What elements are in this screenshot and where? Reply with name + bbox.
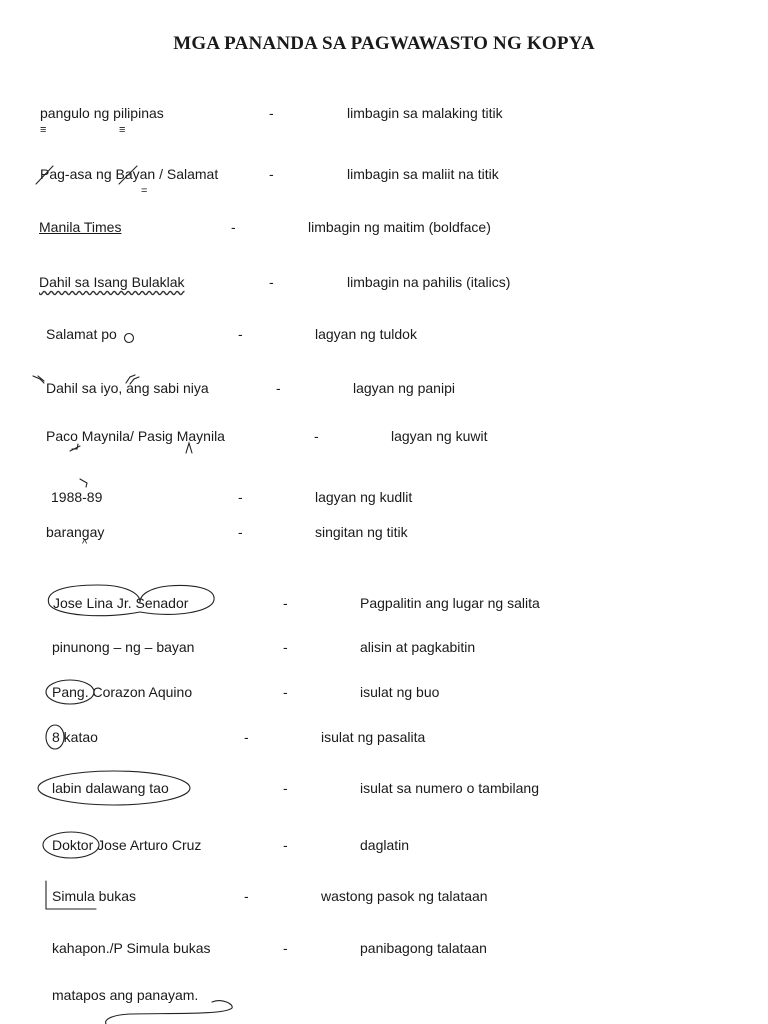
triple-underline-mark: ≡ — [40, 124, 47, 136]
example-text: Manila Times — [39, 219, 122, 235]
mark-meaning: limbagin sa maliit na titik — [347, 166, 499, 182]
mark-meaning: alisin at pagkabitin — [360, 639, 476, 655]
mark-meaning: limbagin ng maitim (boldface) — [308, 219, 491, 235]
double-underline-mark: = — [141, 185, 148, 197]
mark-meaning: isulat ng pasalita — [321, 729, 426, 745]
example-text: Doktor Jose Arturo Cruz — [52, 837, 202, 853]
separator-dash: - — [238, 326, 243, 342]
separator-dash: - — [283, 780, 288, 796]
example-text: Dahil sa iyo, ang sabi niya — [46, 380, 209, 396]
quote-mark — [33, 376, 44, 383]
separator-dash: - — [238, 489, 243, 505]
separator-dash: - — [283, 940, 288, 956]
triple-underline-mark: ≡ — [119, 124, 126, 136]
run-on-connector-mark — [106, 1001, 233, 1024]
example-text: Paco Maynila/ Pasig Maynila — [46, 428, 225, 444]
mark-meaning: lagyan ng kuwit — [391, 428, 488, 444]
separator-dash: - — [283, 595, 288, 611]
mark-meaning: lagyan ng kudlit — [315, 489, 413, 505]
caret-insert-mark: ^ — [82, 538, 88, 550]
example-text: matapos ang panayam. — [52, 987, 199, 1003]
example-text: pangulo ng pilipinas — [40, 105, 164, 121]
separator-dash: - — [238, 524, 243, 540]
separator-dash: - — [269, 166, 274, 182]
mark-meaning: singitan ng titik — [315, 524, 408, 540]
example-text: kahapon./P Simula bukas — [52, 940, 211, 956]
mark-meaning: limbagin sa malaking titik — [347, 105, 503, 121]
mark-meaning: wastong pasok ng talataan — [321, 888, 488, 904]
mark-meaning: Pagpalitin ang lugar ng salita — [360, 595, 540, 611]
mark-meaning: isulat sa numero o tambilang — [360, 780, 539, 796]
mark-meaning: isulat ng buo — [360, 684, 440, 700]
example-text: labin dalawang tao — [52, 780, 169, 796]
period-circle-mark — [125, 334, 134, 343]
separator-dash: - — [244, 888, 249, 904]
example-text: Simula bukas — [52, 888, 137, 904]
separator-dash: - — [269, 105, 274, 121]
example-text: 1988-89 — [51, 489, 103, 505]
example-text: Salamat po — [46, 326, 117, 342]
mark-meaning: panibagong talataan — [360, 940, 487, 956]
separator-dash: - — [269, 274, 274, 290]
example-text: pinunong – ng – bayan — [52, 639, 195, 655]
separator-dash: - — [283, 837, 288, 853]
example-text: Dahil sa Isang Bulaklak — [39, 274, 185, 290]
mark-meaning: daglatin — [360, 837, 410, 853]
page-title: MGA PANANDA SA PAGWAWASTO NG KOPYA — [173, 33, 595, 54]
example-text: Pag-asa ng Bayan / Salamat — [40, 166, 219, 182]
example-text: Jose Lina Jr. Senador — [53, 595, 189, 611]
example-text: barangay — [46, 524, 105, 540]
example-text: 8 katao — [52, 729, 98, 745]
mark-meaning: limbagin na pahilis (italics) — [347, 274, 511, 290]
separator-dash: - — [244, 729, 249, 745]
separator-dash: - — [283, 684, 288, 700]
apostrophe-mark — [80, 479, 87, 487]
separator-dash: - — [314, 428, 319, 444]
mark-meaning: lagyan ng tuldok — [315, 326, 417, 342]
separator-dash: - — [231, 219, 236, 235]
separator-dash: - — [276, 380, 281, 396]
example-text: Pang. Corazon Aquino — [52, 684, 193, 700]
mark-meaning: lagyan ng panipi — [353, 380, 455, 396]
comma-insert-mark — [70, 444, 80, 451]
separator-dash: - — [283, 639, 288, 655]
